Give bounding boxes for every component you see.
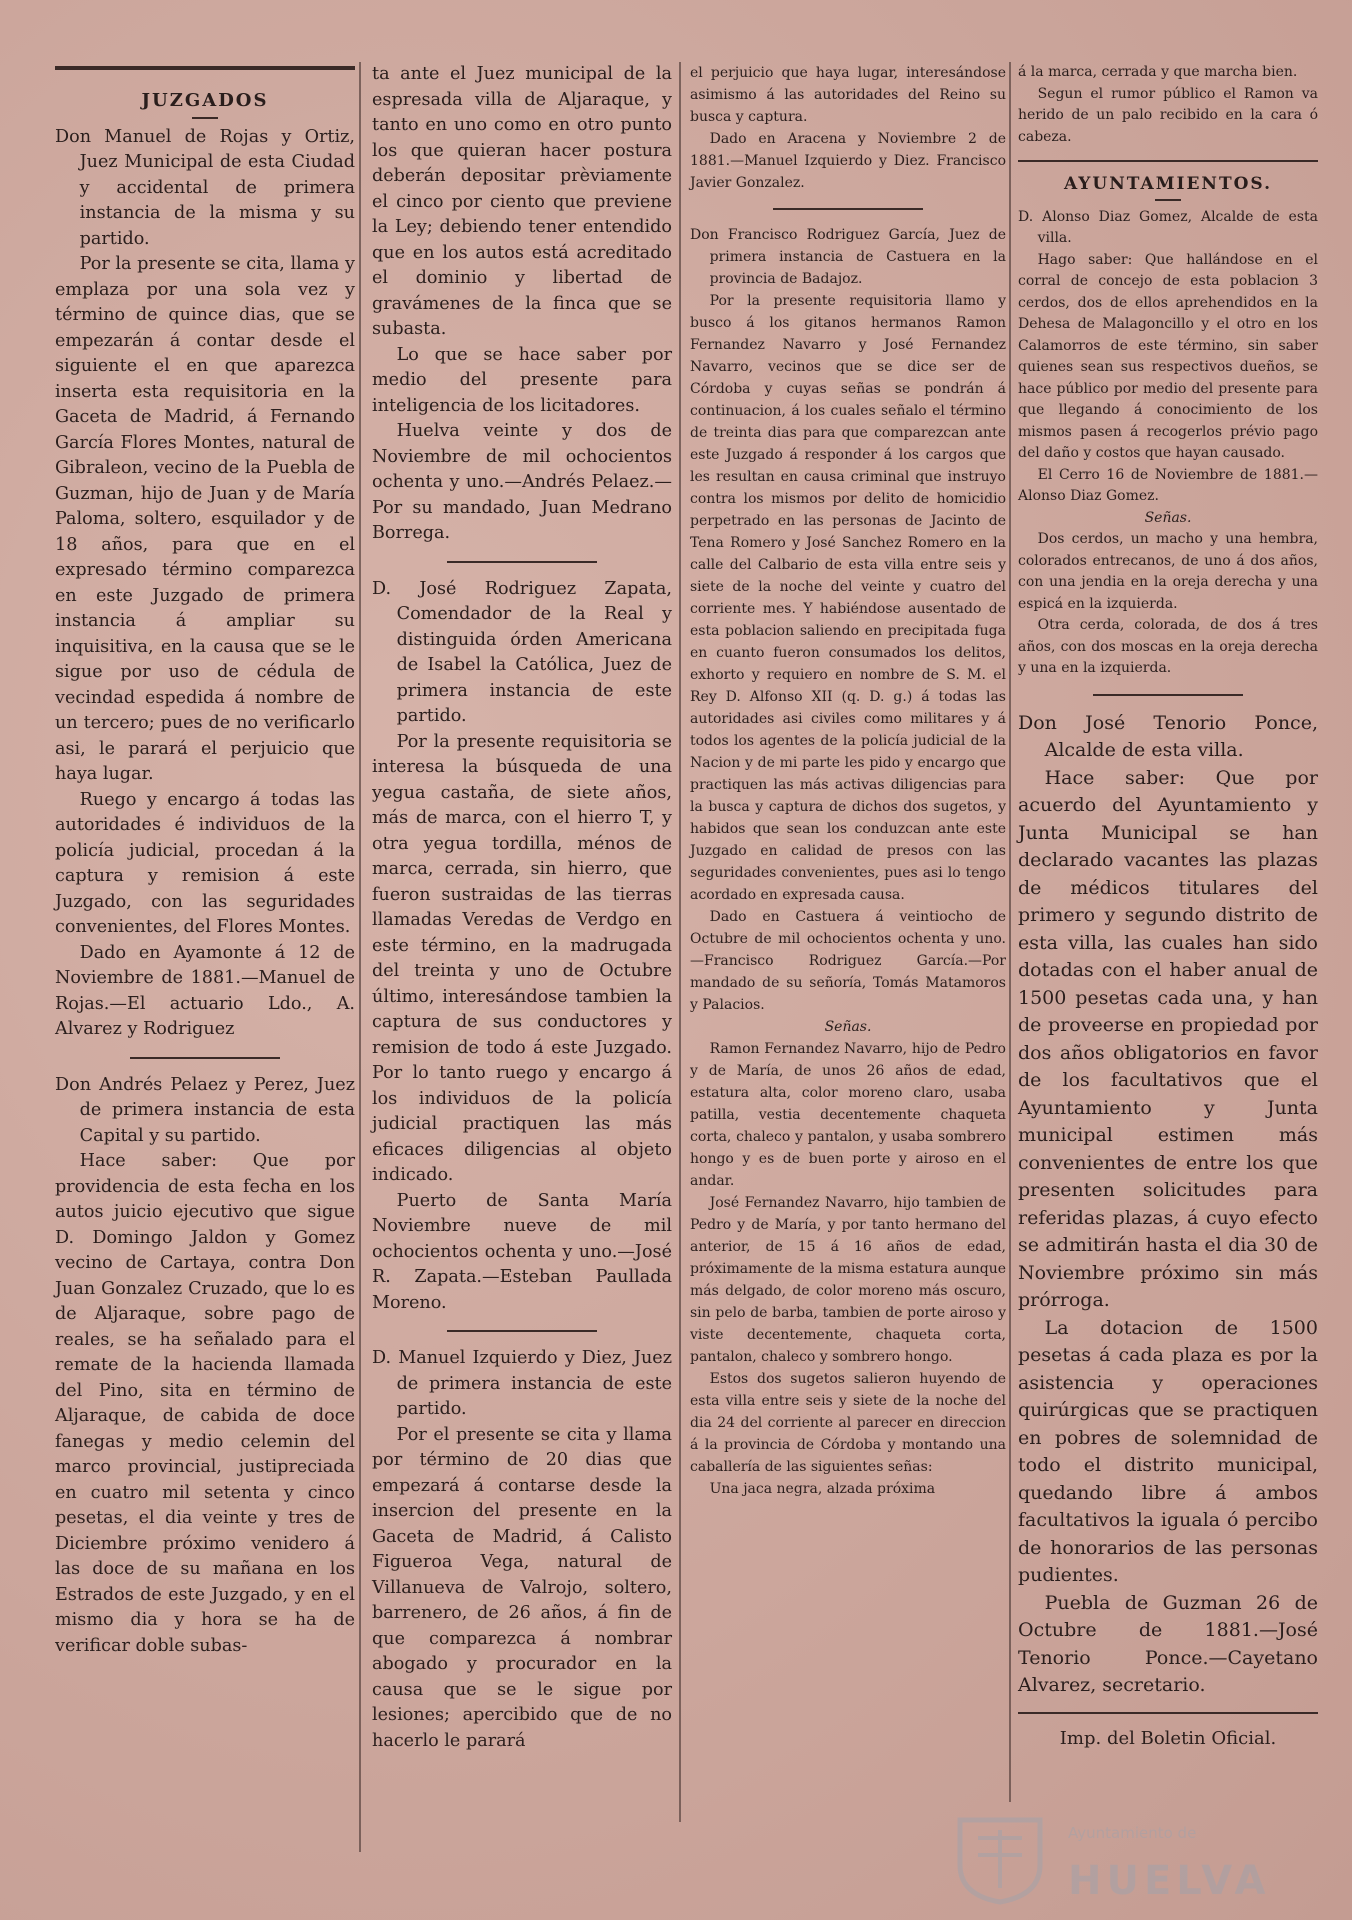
senas-paragraph: Otra cerda, colorada, de dos á tres años, con dos moscas en la oreja derecha y una en la izquierda.	[1018, 617, 1318, 676]
column-3	[690, 62, 1006, 1500]
notice-header: Don Andrés Pelaez y Perez, Juez de primera instancia de esta Capital y su partido.	[55, 1074, 355, 1146]
top-rule	[55, 66, 355, 70]
column-divider	[679, 62, 681, 1822]
notice-signature: Huelva veinte y dos de Noviembre de mil ochocientos ochenta y uno.—Andrés Pelaez.—Por su mandado, Juan Medrano Borrega.	[372, 421, 672, 543]
watermark-line2: HUELVA	[1068, 1858, 1271, 1904]
imprint-rule	[1018, 1712, 1318, 1714]
notice-paragraph: Lo que se hace saber por medio del presente para inteligencia de los licitadores.	[372, 344, 672, 416]
notice-signature: Dado en Aracena y Noviembre 2 de 1881.—Manuel Izquierdo y Diez. Francisco Javier Gonzalez.	[690, 131, 1006, 191]
watermark-line1: Ayuntamiento de	[1068, 1824, 1197, 1842]
watermark	[948, 1810, 1298, 1905]
notice-signature: Puerto de Santa María Noviembre nueve de mil ochocientos ochenta y uno.—José R. Zapata.—Esteban Paullada Moreno.	[372, 1190, 672, 1313]
notice-header: D. José Rodriguez Zapata, Comendador de la Real y distinguida órden Americana de Isabel la Católica, Juez de primera instancia de este partido.	[372, 578, 672, 726]
notice-signature: Dado en Castuera á veintiocho de Octubre de mil ochocientos ochenta y uno.—Francisco Rodriguez García.—Por mandado de su señoría, Tomás Matamoros y Palacios.	[690, 909, 1006, 1013]
notice-separator	[447, 1330, 597, 1332]
notice-header: Don José Tenorio Ponce, Alcalde de esta villa.	[1018, 711, 1318, 761]
notice-paragraph: La dotacion de 1500 pesetas á cada plaza es por la asistencia y operaciones quirúrgicas que se practiquen en pobres de solemnidad de todo el distrito municipal, quedando libre á ambos facultativos la iguala ó percibo de honorarios de las personas pudientes.	[1018, 1316, 1318, 1586]
senas-title: Señas.	[1144, 509, 1192, 526]
notice-separator	[447, 561, 597, 563]
notice-header: Don Manuel de Rojas y Ortiz, Juez Municipal de esta Ciudad y accidental de primera instancia de la misma y su partido.	[55, 126, 355, 249]
notice-signature: El Cerro 16 de Noviembre de 1881.—Alonso Diaz Gomez.	[1018, 466, 1318, 504]
section-title-juzgados: JUZGADOS	[141, 90, 269, 111]
senas-paragraph: Una jaca negra, alzada próxima	[709, 1481, 936, 1497]
notice-paragraph: Por la presente se cita, llama y emplaza por una sola vez y término de quince dias, que se empezarán á contar desde el siguiente el en que aparezca inserta esta requisitoria en la Gaceta de Madrid, á Fernando García Flores Montes, natural de Gibraleon, vecino de la Puebla de Guzman, hijo de Juan y de María Paloma, soltero, esquilador y de 18 años, para que en el expresado término comparezca en este Juzgado de primera instancia á ampliar su inquisitiva, en la causa que se le sigue por uso de cédula de vecindad espedida á nombre de un tercero; pues de no verificarlo asi, le parará el perjuicio que haya lugar.	[55, 254, 355, 784]
notice-paragraph: Por la presente requisitoria llamo y busco á los gitanos hermanos Ramon Fernandez Navarro y José Fernandez Navarro, vecinos que se dice ser de Córdoba y cuyas señas se pondrán á continuacion, á los cuales señalo el término de treinta dias para que comparezcan ante este Juzgado á responder á los cargos que les resultan en causa criminal que instruyo contra los mismos por delito de homicidio perpetrado en las personas de Jacinto de Tena Romero y José Sanchez Romero en la calle del Calbario de esta villa entre seis y siete de la noche del veinte y cuatro del corriente mes. Y habiéndose ausentado de esta poblacion saliendo en precipitada fuga en cuanto fueron consumados los delitos, exhorto y requiero en nombre de S. M. el Rey D. Alfonso XII (q. D. g.) á todas las autoridades asi civiles como militares y á todos los agentes de la policía judicial de la Nacion y de mi parte les pido y encargo que practiquen las más activas diligencias para la busca y captura de dichos dos sugetos, y habidos que sean los conduzcan ante este Juzgado en calidad de presos con las seguridades convenientes, pues asi lo tengo acordado en expresada causa.	[690, 293, 1006, 903]
notice-header: Don Francisco Rodriguez García, Juez de primera instancia de Castuera en la provincia de Badajoz.	[690, 227, 1006, 287]
notice-paragraph: Por la presente requisitoria se interesa la búsqueda de una yegua castaña, de siete años, más de marca, con el hierro T, y otra yegua tordilla, ménos de marca, cerrada, sin hierro, que fueron sustraidas de las tierras llamadas Veredas de Verdgo en este término, en la madrugada del treinta y uno de Octubre último, interesándose tambien la captura de sus conductores y remision de todo á este Juzgado. Por lo tanto ruego y encargo á los individuos de la policía judicial practiquen las más eficaces diligencias al objeto indicado.	[372, 731, 672, 1185]
senas-paragraph: Dos cerdos, un macho y una hembra, colorados entrecanos, de uno á dos años, con una jendia en la oreja derecha y una espicá en la izquierda.	[1018, 531, 1318, 612]
senas-paragraph: Estos dos sugetos salieron huyendo de esta villa entre seis y siete de la noche del dia 24 del corriente al parecer en direccion á la provincia de Córdoba y montando una caballería de las siguientes señas:	[690, 1371, 1006, 1475]
column-4	[1018, 62, 1318, 1752]
notice-paragraph: Hace saber: Que por acuerdo del Ayuntamiento y Junta Municipal se han declarado vacantes las plazas de médicos titulares del primero y segundo distrito de esta villa, las cuales han sido dotadas con el haber anual de 1500 pesetas cada una, y han de proveerse en propiedad por dos años obligatorios en favor de los facultativos que el Ayuntamiento y Junta municipal estimen más convenientes de entre los que presenten solicitudes para referidas plazas, á cuyo efecto se admitirán hasta el dia 30 de Noviembre próximo sin más prórroga.	[1018, 766, 1318, 1311]
section-title-ayuntamientos: AYUNTAMIENTOS.	[1063, 174, 1273, 194]
notice-header: D. Alonso Diaz Gomez, Alcalde de esta villa.	[1018, 208, 1318, 246]
notice-paragraph: ta ante el Juez municipal de la espresada villa de Aljaraque, y tanto en uno como en otro punto los que quieran hacer postura deberán depositar prèviamente el cinco por ciento que previene la Ley; debiendo tener entendido que en los autos está acreditado el dominio y libertad de gravámenes de la finca que se subasta.	[372, 64, 672, 339]
coat-of-arms-icon	[948, 1810, 1053, 1905]
notice-header: D. Manuel Izquierdo y Diez, Juez de primera instancia de este partido.	[372, 1348, 672, 1419]
senas-title: Señas.	[824, 1019, 872, 1035]
senas-paragraph: Segun el rumor público el Ramon va herido de un palo recibido en la cara ó cabeza.	[1018, 85, 1318, 145]
imprint: Imp. del Boletin Oficial.	[1059, 1727, 1277, 1749]
notice-separator	[773, 208, 923, 210]
notice-separator	[130, 1057, 280, 1059]
notice-separator	[1093, 694, 1243, 696]
notice-signature: Dado en Ayamonte á 12 de Noviembre de 1881.—Manuel de Rojas.—El actuario Ldo., A. Alvarez y Rodriguez	[55, 942, 355, 1039]
notice-paragraph: Por el presente se cita y llama por término de 20 dias que empezará á contarse desde la insercion del presente en la Gaceta de Madrid, á Calisto Figueroa Vega, natural de Villanueva de Valrojo, soltero, barrenero, de 26 años, á fin de que comparezca á nombrar abogado y procurador en la causa que se le sigue por lesiones; apercibido que de no hacerlo le parará	[372, 1424, 672, 1751]
column-divider	[359, 62, 361, 1852]
column-2	[372, 62, 672, 1754]
notice-paragraph: Ruego y encargo á todas las autoridades é individuos de la policía judicial, procedan á la captura y remision á este Juzgado, con las seguridades convenientes, del Flores Montes.	[55, 789, 355, 937]
senas-paragraph: á la marca, cerrada y que marcha bien.	[1018, 64, 1298, 80]
notice-paragraph: Hace saber: Que por providencia de esta fecha en los autos juicio ejecutivo que sigue D. Domingo Jaldon y Gomez vecino de Cartaya, contra Don Juan Gonzalez Cruzado, que lo es de Aljaraque, sobre pago de reales, se ha señalado para el remate de la hacienda llamada del Pino, sita en término de Aljaraque, de cabida de doce fanegas y medio celemin del marco provincial, justipreciada en cuatro mil setenta y cinco pesetas, el dia veinte y tres de Diciembre próximo venidero á las doce de su mañana en los Estrados de este Juzgado, y en el mismo dia y hora se ha de verificar doble subas-	[55, 1151, 355, 1656]
senas-paragraph: José Fernandez Navarro, hijo tambien de Pedro y de María, y por tanto hermano del anterior, de 15 á 16 años de edad, próximamente de la misma estatura aunque más delgado, de color moreno más oscuro, sin pelo de barba, tambien de porte airoso y viste decentemente, chaqueta corta, pantalon, chaleco y sombrero hongo.	[690, 1195, 1006, 1365]
column-divider	[1009, 62, 1011, 1802]
title-dash	[192, 117, 218, 119]
title-dash	[1155, 199, 1181, 201]
notice-paragraph: Hago saber: Que hallándose en el corral de concejo de esta poblacion 3 cerdos, dos de ellos aprehendidos en la Dehesa de Malagoncillo y el otro en los Calamorros de este término, sin saber quienes sean sus respectivos dueños, se hace público por medio del presente para que llegando á conocimiento de los mismos pasen á recogerlos prévio pago del daño y costos que hayan causado.	[1018, 251, 1318, 461]
notice-signature: Puebla de Guzman 26 de Octubre de 1881.—José Tenorio Ponce.—Cayetano Alvarez, secretario.	[1018, 1591, 1318, 1696]
column-1	[55, 62, 355, 1659]
senas-paragraph: Ramon Fernandez Navarro, hijo de Pedro y de María, de unos 26 años de edad, estatura alta, color moreno claro, usaba patilla, vestia decentemente chaqueta corta, chaleco y pantalon, y usaba sombrero hongo y es de buen porte y airoso en el andar.	[690, 1041, 1006, 1189]
notice-paragraph: el perjuicio que haya lugar, interesándose asimismo á las autoridades del Reino su busca y captura.	[690, 65, 1006, 125]
section-rule	[1018, 160, 1318, 162]
